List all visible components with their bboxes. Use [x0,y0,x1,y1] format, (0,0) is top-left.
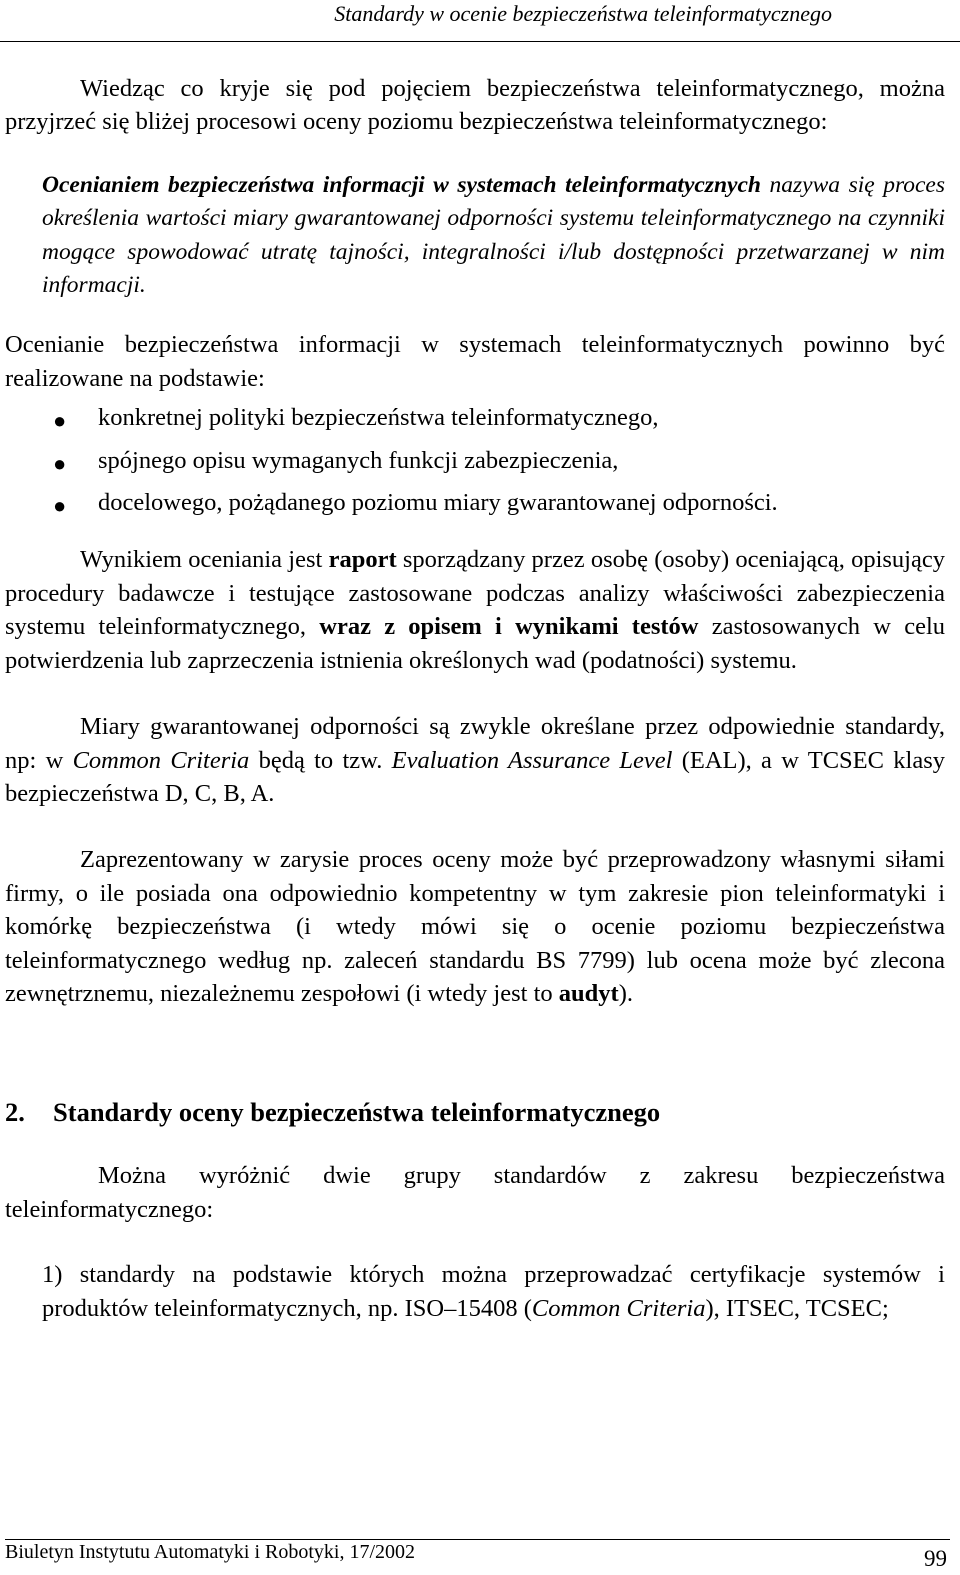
item-text-a: 1) standardy na podstawie których można przeprowadzać certyfikacje systemów i produktów teleinformatycznych, np. ISO–15408 ( [42,1261,945,1322]
definition-text: nazywa się proces określenia wartości miary gwarantowanej odporności systemu teleinformatycznego na czynniki mogące spowodować utratę tajności, integralności i/lub dostępności przetwarzanej w nim informacji. [42,171,945,299]
running-header [0,0,960,42]
section-title: Standardy oceny bezpieczeństwa teleinformatycznego [53,1097,661,1128]
assurance-text-a: Miary gwarantowanej odporności są zwykle określane przez odpowiednie standardy, np: w [5,713,945,774]
list-item-text: spójnego opisu wymaganych funkcji zabezpieczenia, [98,446,619,474]
item-cc: Common Criteria [531,1294,706,1322]
section-number: 2. [5,1097,25,1128]
audit-text-c: ). [618,979,633,1007]
paragraph-basis: Ocenianie bezpieczeństwa informacji w systemach teleinformatycznych powinno być realizowane na podstawie: [5,331,945,392]
list-item [5,401,945,434]
section-heading [5,1095,945,1129]
page-content [5,72,945,1325]
definition-paragraph [5,169,945,303]
report-text-e: zastosowanych w celu potwierdzenia lub zaprzeczenia istnienia określonych wad (podatności) systemu. [5,613,945,674]
list-item [5,444,945,477]
report-text-c: sporządzany przez osobę (osoby) oceniającą, opisujący procedury badawcze i testujące zastosowane podczas analizy właściwości zabezpieczenia systemu teleinformatycznego, [5,546,945,641]
bullet-icon: ● [53,493,67,519]
paragraph-assurance [5,710,945,810]
running-footer [5,1539,950,1570]
basis-list [5,401,945,519]
journal-citation: Biuletyn Instytutu Automatyki i Robotyki, 17/2002 [5,1541,416,1563]
running-header-title: Standardy w ocenie bezpieczeństwa teleinformatycznego [334,1,832,26]
paragraph-groups: Można wyróżnić dwie grupy standardów z zakresu bezpieczeństwa teleinformatycznego: [5,1162,945,1223]
list-item-text: konkretnej polityki bezpieczeństwa teleinformatycznego, [98,404,659,432]
assurance-cc: Common Criteria [72,746,250,774]
audit-text-a: Zaprezentowany w zarysie proces oceny może być przeprowadzony własnymi siłami firmy, o ile posiada ona odpowiednio kompetentny w tym zakresie pion teleinformatyki i komórkę bezpieczeństwa (i wtedy mówi się o ocenie poziomu bezpieczeństwa teleinformatycznego według np. zaleceń standardu BS 7799) lub ocena może być zlecona zewnętrznemu, niezależnemu zespołowi (i wtedy jest to [5,846,945,1007]
report-term: raport [328,546,397,574]
numbered-item [5,1258,945,1325]
report-text-a: Wynikiem oceniania jest [80,546,329,574]
page-number: 99 [924,1546,947,1571]
assurance-text-e: (EAL), a w TCSEC klasy bezpieczeństwa D, C, B, A. [5,746,945,807]
paragraph-report [5,543,945,677]
assurance-eal: Evaluation Assurance Level [391,746,673,774]
paragraph-intro: Wiedząc co kryje się pod pojęciem bezpieczeństwa teleinformatycznego, można przyjrzeć się bliżej procesowi oceny poziomu bezpieczeństwa teleinformatycznego: [5,75,945,136]
list-item [5,486,945,519]
bullet-icon: ● [53,450,67,476]
paragraph-audit [5,843,945,1010]
list-item-text: docelowego, pożądanego poziomu miary gwarantowanej odporności. [98,489,778,517]
audit-term: audyt [558,979,619,1007]
report-emphasis: wraz z opisem i wynikami testów [319,613,699,641]
assurance-text-c: będą to tzw. [249,746,392,774]
item-text-c: ), ITSEC, TCSEC; [705,1294,889,1322]
bullet-icon: ● [53,408,67,434]
definition-term: Ocenianiem bezpieczeństwa informacji w systemach teleinformatycznych [42,171,761,198]
